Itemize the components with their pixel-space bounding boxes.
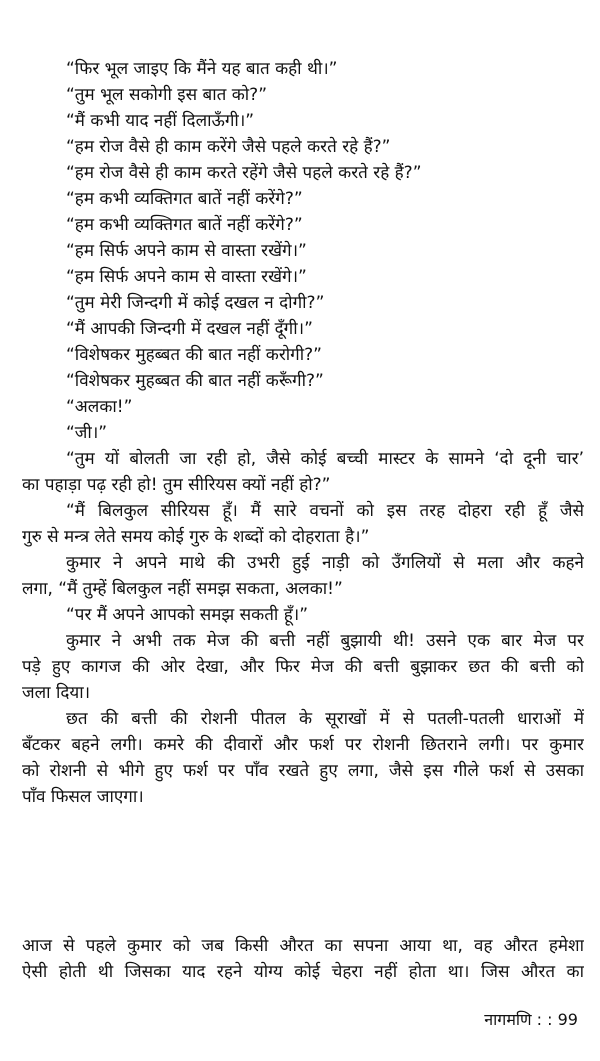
text-line: कुमार ने अभी तक मेज की बत्ती नहीं बुझायी थी! उसने एक बार मेज पर (66, 631, 584, 651)
text-line: “हम कभी व्यक्तिगत बातें नहीं करेंगे?” (66, 215, 303, 235)
text-line: पड़े हुए कागज की ओर देखा, और फिर मेज की बत्ती बुझाकर छत की बत्ती को (22, 657, 584, 677)
text-line: कुमार ने अपने माथे की उभरी हुई नाड़ी को उँगलियों से मला और कहने (66, 553, 584, 573)
text-line: “विशेषकर मुहब्बत की बात नहीं करूँगी?” (66, 371, 324, 391)
text-line: का पहाड़ा पढ़ रही हो! तुम सीरियस क्यों नहीं हो?” (22, 475, 331, 495)
text-line: को रोशनी से भीगे हुए फर्श पर पाँव रखते हुए लगा, जैसे इस गीले फर्श से उसका (22, 761, 584, 781)
text-line: ऐसी होती थी जिसका याद रहने योग्य कोई चेहरा नहीं होता था। जिस औरत का (22, 962, 584, 982)
text-line: बँटकर बहने लगी। कमरे की दीवारों और फर्श पर रोशनी छितराने लगी। पर कुमार (22, 735, 584, 755)
text-line: गुरु से मन्त्र लेते समय कोई गुरु के शब्दों को दोहराता है।” (22, 527, 370, 547)
text-line: “तुम यों बोलती जा रही हो, जैसे कोई बच्ची मास्टर के सामने ‘दो दूनी चार’ (66, 449, 584, 469)
text-line: “फिर भूल जाइए कि मैंने यह बात कही थी।” (66, 59, 338, 79)
text-line: “जी।” (66, 423, 108, 443)
text-line: “विशेषकर मुहब्बत की बात नहीं करोगी?” (66, 345, 322, 365)
text-line: “मैं कभी याद नहीं दिलाऊँगी।” (66, 111, 255, 131)
text-line: जला दिया। (22, 683, 91, 703)
text-line: “अलका!” (66, 397, 133, 417)
text-line: “हम सिर्फ अपने काम से वास्ता रखेंगे।” (66, 267, 307, 287)
text-line: “तुम मेरी जिन्दगी में कोई दखल न दोगी?” (66, 293, 325, 313)
text-line: “तुम भूल सकोगी इस बात को?” (66, 85, 268, 105)
text-line: “हम रोज वैसे ही काम करते रहेंगे जैसे पहले करते रहे हैं?” (66, 163, 422, 183)
text-line: “हम कभी व्यक्तिगत बातें नहीं करेंगे?” (66, 189, 303, 209)
text-line: आज से पहले कुमार को जब किसी औरत का सपना आया था, वह औरत हमेशा (22, 936, 584, 956)
text-line: “हम सिर्फ अपने काम से वास्ता रखेंगे।” (66, 241, 307, 261)
text-line: छत की बत्ती की रोशनी पीतल के सूराखों में से पतली-पतली धाराओं में (66, 709, 584, 729)
text-line: “हम रोज वैसे ही काम करेंगे जैसे पहले करते रहे हैं?” (66, 137, 391, 157)
text-line: लगा, “मैं तुम्हें बिलकुल नहीं समझ सकता, अलका!” (22, 579, 343, 599)
text-line: “पर मैं अपने आपको समझ सकती हूँ।” (66, 605, 309, 625)
page-footer: नागमणि : : 99 (484, 1010, 578, 1029)
text-line: पाँव फिसल जाएगा। (22, 787, 144, 807)
text-line: “मैं आपकी जिन्दगी में दखल नहीं दूँगी।” (66, 319, 313, 339)
text-line: “मैं बिलकुल सीरियस हूँ। मैं सारे वचनों को इस तरह दोहरा रही हूँ जैसे (66, 501, 584, 521)
